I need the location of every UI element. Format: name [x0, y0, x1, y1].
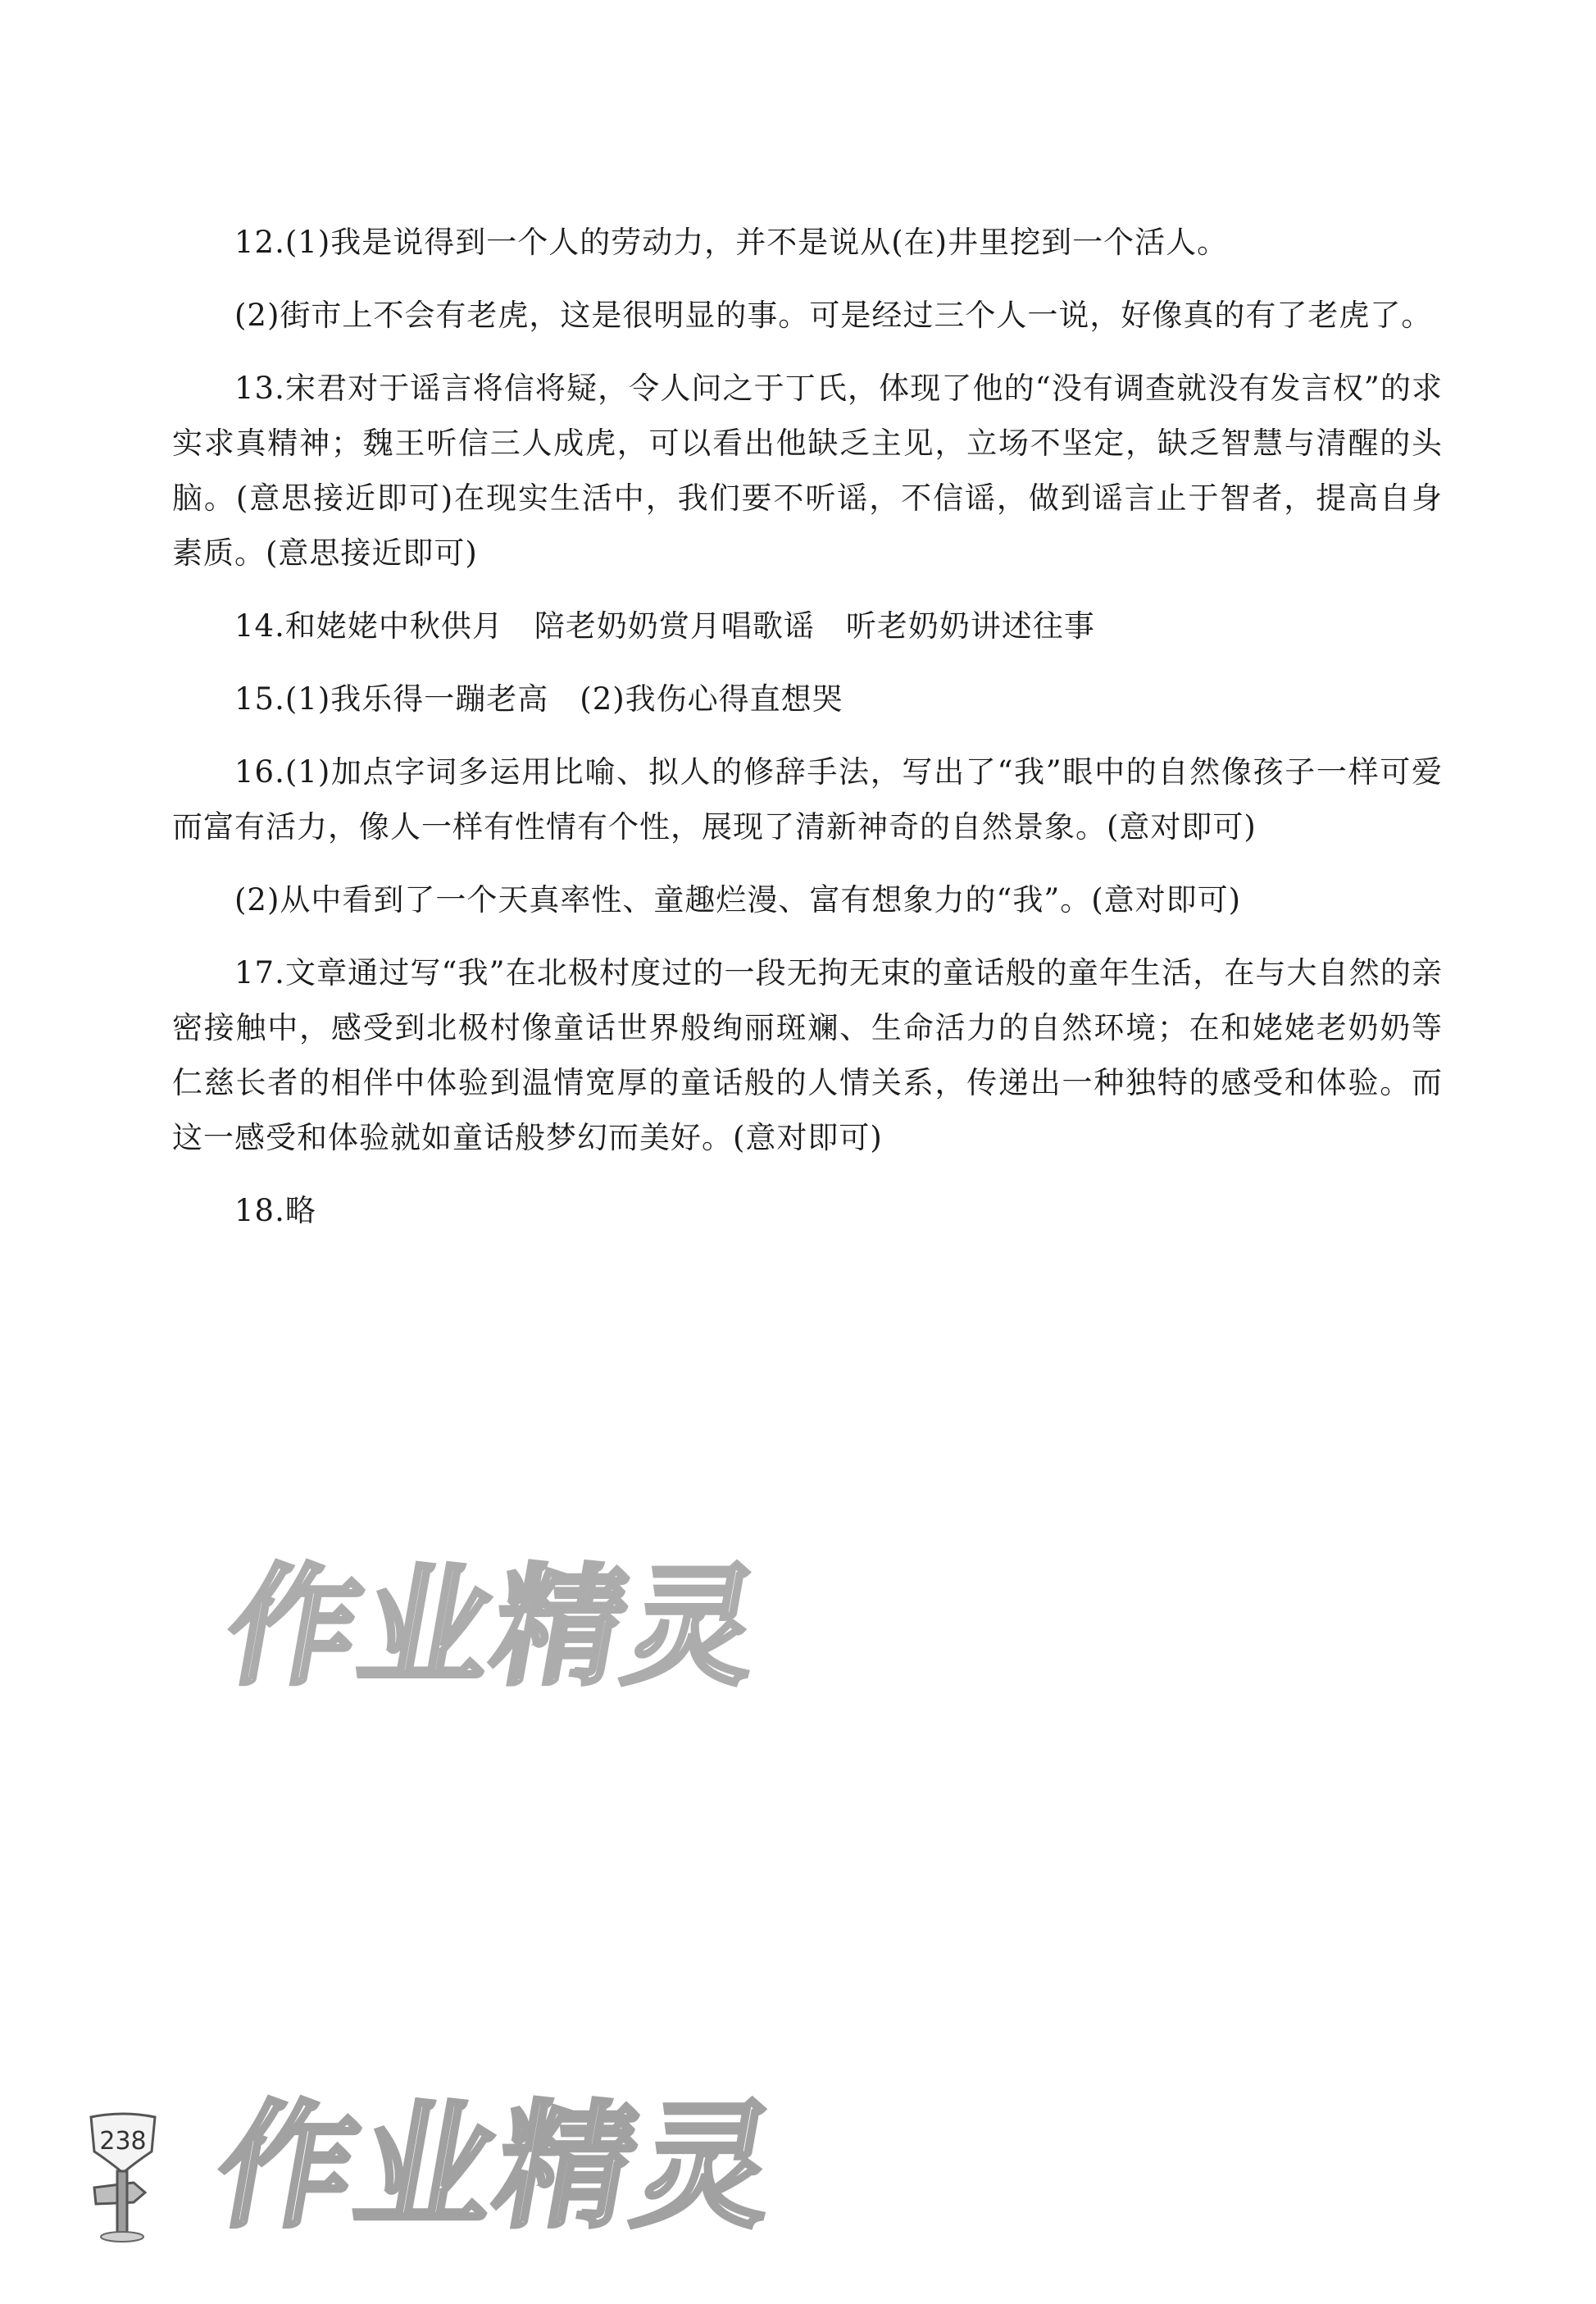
answer-12-part-1: 12.(1)我是说得到一个人的劳动力，并不是说从(在)井里挖到一个活人。	[234, 225, 1229, 260]
answer-17: 17.文章通过写“我”在北极村度过的一段无拘无束的童话般的童年生活，在与大自然的亲密接触中，感受到北极村像童话世界般绚丽斑斓、生命活力的自然环境；在和姥姥老奶奶等仁慈长者的相伴中体验到温情宽厚的童话般的人情关系，传递出一种独特的感受和体验。而这一感受和体验就如童话般梦幻而美好。(意对即可)	[172, 955, 1443, 1155]
answer-14: 14.和姥姥中秋供月 陪老奶奶赏月唱歌谣 听老奶奶讲述往事	[234, 608, 1095, 644]
answer-16-part-2: (2)从中看到了一个天真率性、童趣烂漫、富有想象力的“我”。(意对即可)	[234, 882, 1242, 918]
answer-13: 13.宋君对于谣言将信将疑，令人问之于丁氏，体现了他的“没有调查就没有发言权”的求实求真精神；魏王听信三人成虎，可以看出他缺乏主见，立场不坚定，缺乏智慧与清醒的头脑。(意思接近即可)在现实生活中，我们要不听谣，不信谣，做到谣言止于智者，提高自身素质。(意思接近即可)	[172, 371, 1443, 571]
watermark-upper: 作业精灵	[216, 1552, 774, 1703]
answer-list	[172, 215, 1443, 1256]
answer-16-part-1: 16.(1)加点字词多运用比喻、拟人的修辞手法，写出了“我”眼中的自然像孩子一样可爱而富有活力，像人一样有性情有个性，展现了清新神奇的自然景象。(意对即可)	[172, 754, 1443, 845]
page-number-signpost	[86, 2112, 160, 2243]
watermark-lower: 作业精灵	[205, 2088, 791, 2247]
answer-18: 18.略	[234, 1193, 316, 1228]
answer-15: 15.(1)我乐得一蹦老高 (2)我伤心得直想哭	[234, 681, 843, 717]
page-number: 238	[99, 2127, 147, 2156]
answer-12-part-2: (2)街市上不会有老虎，这是很明显的事。可是经过三个人一说，好像真的有了老虎了。	[234, 298, 1433, 333]
